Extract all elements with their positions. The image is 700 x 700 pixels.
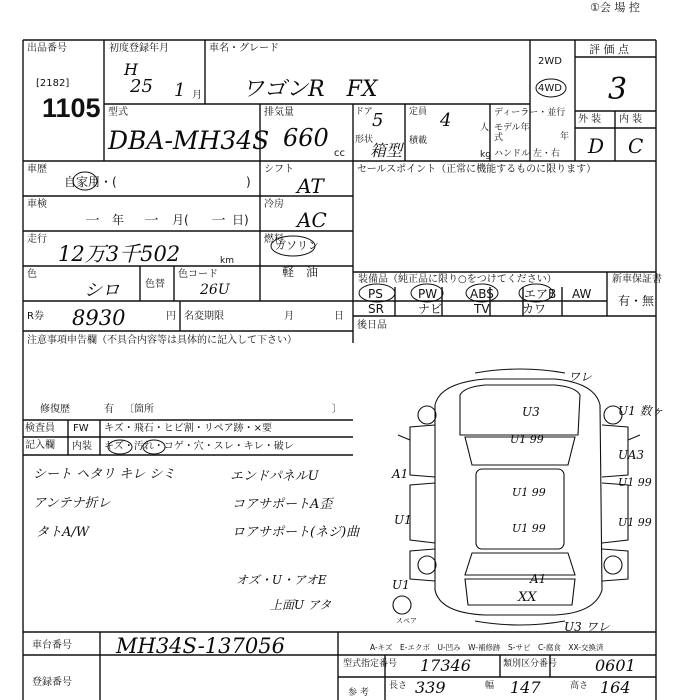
drive-4wd: 4WD [538,83,562,94]
shape-value: 箱型 [370,141,403,160]
notes-label: 注意事項申告欄（不具合内容等は具体的に記入して下さい） [27,335,297,346]
height-label: 高さ [570,681,589,691]
color-code-label: 色コード [178,269,218,280]
fuel-label: 燃料 [264,234,284,245]
equipment-label: 装備品（純正品に限り○をつけてください） [358,274,557,285]
car-name-label: 車名・グレード [209,43,279,54]
warranty-value: 有・無 [618,294,655,308]
capacity-label: 定員 [409,107,428,117]
check-label-1: 検査員 [25,423,55,434]
deadline-month: 月 [284,311,294,322]
type-number-value: 17346 [420,656,471,675]
damage-mark: XX [518,590,537,605]
damage-mark: U3 [522,405,540,419]
inspection-year-unit: 年 [112,213,125,227]
model-label: 型式 [108,107,128,118]
inspection-day-unit: 日) [232,213,249,227]
repair-close: 〕 [332,404,342,415]
equip-pw: PW [418,287,438,301]
load-label: 積載 [409,136,428,146]
grade-value: 3 [608,72,628,107]
inspection-label: 車検 [27,199,47,210]
damage-mark: U1 99 [512,522,546,535]
exterior-label: 外 装 [578,114,602,125]
damage-mark: U1 数ヶ [618,404,664,418]
displacement-label: 排気量 [264,107,294,118]
history-close: ) [246,175,251,189]
equip-sr: SR [368,302,384,316]
recycle-label: R券 [27,311,44,322]
check-fw-label: FW [73,423,89,434]
car-name-value: ワゴンR FX [242,77,378,102]
first-reg-month: 1 [174,80,186,101]
damage-mark: U1 [392,578,410,592]
first-reg-label: 初度登録年月 [109,43,169,54]
color-label: 色 [27,269,37,280]
check-int-label: 内装 [72,441,92,452]
inspector-note: 上面U アタ [270,598,332,612]
load-unit: kg [480,150,491,160]
damage-mark: ワレ [568,370,593,384]
equip-aw: AW [572,287,592,301]
drive-2wd: 2WD [538,56,562,67]
check-fw-items: キズ・飛石・ヒビ割・リペア跡・×要 [104,423,272,434]
damage-mark: U1 99 [510,433,544,446]
fuel-diesel: 軽 油 [282,265,319,279]
history-value: 自家用・( [64,175,117,189]
inspector-note: ロアサポート(ネジ)曲 [232,525,360,540]
equip-ps: PS [368,287,383,301]
repair-open: 〔箇所 [124,404,154,415]
inspector-note: アンテナ折レ [33,496,111,511]
first-reg-era: H [124,60,138,79]
warranty-label: 新車保証書 [612,274,662,285]
history-label: 車歴 [27,164,47,175]
inspector-note: エンドパネルU [230,469,319,484]
chassis-label: 車台番号 [32,640,72,651]
class-number-label: 類別区分番号 [503,659,558,669]
spec-ref-label: 参 考 [348,688,369,698]
displacement-value: 660 [283,124,329,152]
damage-mark: U1 99 [618,516,652,529]
doors-value: 5 [372,110,384,131]
capacity-unit: 人 [480,123,490,133]
repair-has: 有 [104,404,114,415]
height-value: 164 [600,678,631,697]
shift-value: AT [297,174,324,198]
exterior-value: D [588,134,605,158]
mileage-value: 12万3千502 [58,242,181,266]
damage-mark: A1 [392,467,409,481]
model-year-label: モデル年式 [494,123,530,143]
damage-mark: U1 99 [618,476,652,489]
deadline-day: 日 [334,311,344,322]
recycle-unit: 円 [166,311,176,322]
registration-label: 登録番号 [32,677,72,688]
repaint-label: 色替 [145,279,165,290]
damage-legend: A-キズ E-エクボ U-凹み W-補修跡 S-サビ C-腐食 XX-交換済 [370,643,604,652]
later-docs-label: 後日品 [357,320,387,331]
interior-value: C [628,134,644,158]
grade-label: 評 価 点 [589,43,629,56]
damage-mark: U1 99 [512,486,546,499]
interior-label: 内 装 [619,114,643,125]
inspection-month-unit: 月( [172,213,189,227]
inspection-year: 一 [84,213,98,229]
damage-mark: A1 [530,572,547,586]
repair-label: 修復歴 [40,404,70,415]
length-value: 339 [415,678,446,697]
recycle-value: 8930 [72,306,126,330]
equip-leather: カワ [522,302,547,316]
sales-points-label: セールスポイント（正常に機能するものに限ります） [357,164,597,175]
ac-label: 冷房 [264,199,284,210]
mileage-label: 走行 [27,234,47,245]
inspector-note: オズ・U・アオE [236,573,327,587]
chassis-value: MH34S-137056 [116,634,285,658]
class-number-value: 0601 [595,656,636,675]
doors-label: ドア [355,107,373,117]
ac-value: AC [297,208,327,232]
inspection-day: 一 [210,213,224,229]
inspector-note: コアサポートA歪 [232,497,333,512]
capacity-value: 4 [440,110,452,131]
dealer-label: ディーラー・並行 [494,108,566,118]
model-year-unit: 年 [560,132,570,142]
equip-abs: ABS [470,287,494,301]
spare-tire-label: スペア [396,617,417,625]
handle-label: ハンドル 左・右 [494,149,560,159]
width-label: 幅 [485,681,495,691]
lot-number: 1105 [42,93,101,123]
inspector-note: タトA/W [36,525,90,540]
shape-label: 形状 [355,135,374,145]
width-value: 147 [510,678,541,697]
month-unit: 月 [192,90,202,101]
type-number-label: 型式指定番号 [343,659,398,669]
mileage-unit: km [220,256,234,266]
damage-mark: U1 [394,513,412,527]
equip-airbag: エアB [524,287,557,301]
check-int-items: キズ・汚れ・コゲ・穴・スレ・キレ・破レ [104,441,294,452]
shift-label: シフト [264,164,294,175]
deadline-label: 名変期限 [184,311,224,322]
length-label: 長さ [389,681,408,691]
displacement-unit: cc [334,148,345,159]
model-value: DBA-MH34S [108,126,270,155]
damage-mark: UA3 [618,448,645,462]
lot-label: 出品番号 [27,43,67,54]
equip-tv: TV [474,302,490,316]
color-value: シロ [84,280,120,301]
damage-mark: U3 ワレ [564,620,610,634]
check-label-2: 記入欄 [25,440,55,451]
inspector-note: シート ヘタリ キレ シミ [33,467,176,482]
inspection-month: 一 [143,213,157,229]
lot-code: [2182] [36,78,70,89]
first-reg-year: 25 [130,76,153,97]
fuel-gasoline: ガソリン [275,239,319,252]
equip-navi: ナビ [418,302,443,316]
color-code-value: 26U [200,282,230,298]
copy-label: ①会 場 控 [590,1,640,14]
